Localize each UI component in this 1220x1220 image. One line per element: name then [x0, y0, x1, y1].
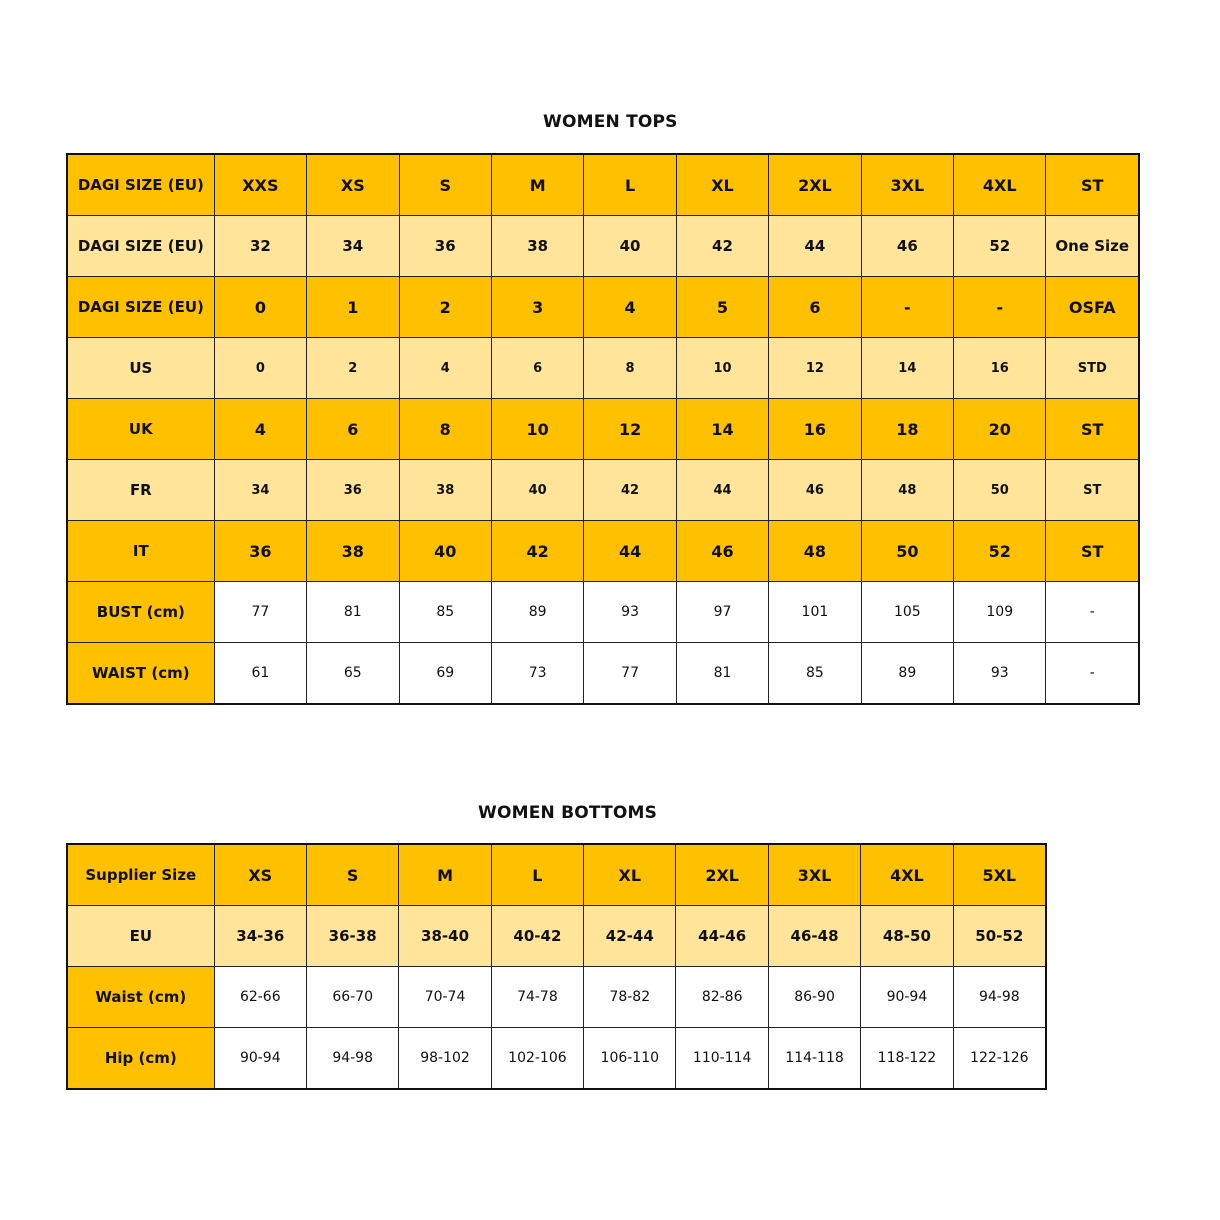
table-cell: 3XL [861, 154, 953, 216]
table-cell: 3 [491, 277, 583, 338]
table-cell: 0 [214, 277, 306, 338]
bottoms-size-table [66, 843, 1047, 1090]
table-cell: 106-110 [584, 1028, 676, 1090]
table-cell: S [306, 844, 398, 906]
table-cell: 50-52 [953, 906, 1046, 967]
table-cell: 89 [861, 643, 953, 705]
table-cell: 34-36 [214, 906, 306, 967]
table-cell: 44-46 [676, 906, 768, 967]
table-cell: 0 [214, 338, 306, 399]
table-cell: 78-82 [584, 967, 676, 1028]
table-cell: 20 [954, 399, 1046, 460]
table-cell: 36-38 [306, 906, 398, 967]
table-cell: 6 [491, 338, 583, 399]
table-cell: 2 [399, 277, 491, 338]
table-cell: 5XL [953, 844, 1046, 906]
table-row [67, 582, 1139, 643]
table-cell: 38 [307, 521, 399, 582]
table-cell: 14 [861, 338, 953, 399]
row-label: Supplier Size [67, 844, 214, 906]
table-cell: XS [214, 844, 306, 906]
table-cell: 38 [491, 216, 583, 277]
table-cell: 38-40 [399, 906, 491, 967]
row-label: EU [67, 906, 214, 967]
table-row [67, 338, 1139, 399]
table-cell: 42 [584, 460, 676, 521]
table-cell: 62-66 [214, 967, 306, 1028]
table-cell: 102-106 [491, 1028, 583, 1090]
table-cell: 46 [769, 460, 861, 521]
table-cell: 36 [307, 460, 399, 521]
table-cell: 4XL [861, 844, 953, 906]
table-cell: 90-94 [214, 1028, 306, 1090]
table-cell: 85 [399, 582, 491, 643]
table-cell: 3XL [768, 844, 860, 906]
table-cell: 4XL [954, 154, 1046, 216]
table-cell: 94-98 [953, 967, 1046, 1028]
table-cell: 81 [307, 582, 399, 643]
tops-size-table [66, 153, 1140, 705]
table-cell: ST [1046, 460, 1139, 521]
table-cell: 46 [861, 216, 953, 277]
table-cell: 4 [214, 399, 306, 460]
table-cell: XL [676, 154, 768, 216]
table-row [67, 967, 1046, 1028]
table-cell: 40-42 [491, 906, 583, 967]
table-cell: M [491, 154, 583, 216]
table-cell: 42-44 [584, 906, 676, 967]
table-cell: 48 [861, 460, 953, 521]
table-cell: 74-78 [491, 967, 583, 1028]
table-cell: 101 [769, 582, 861, 643]
table-cell: 6 [307, 399, 399, 460]
table-cell: 42 [491, 521, 583, 582]
table-cell: 114-118 [768, 1028, 860, 1090]
table-cell: 93 [584, 582, 676, 643]
table-cell: 40 [584, 216, 676, 277]
row-label: WAIST (cm) [67, 643, 214, 705]
row-label: BUST (cm) [67, 582, 214, 643]
table-cell: 44 [676, 460, 768, 521]
table-cell: - [861, 277, 953, 338]
table-cell: 40 [491, 460, 583, 521]
table-cell: 12 [769, 338, 861, 399]
table-cell: 109 [954, 582, 1046, 643]
table-cell: 90-94 [861, 967, 953, 1028]
tops-title: WOMEN TOPS [543, 112, 678, 132]
table-cell: 2XL [676, 844, 768, 906]
table-row [67, 277, 1139, 338]
row-label: UK [67, 399, 214, 460]
table-cell: 2XL [769, 154, 861, 216]
row-label: DAGI SIZE (EU) [67, 216, 214, 277]
table-cell: S [399, 154, 491, 216]
table-cell: 12 [584, 399, 676, 460]
table-cell: 122-126 [953, 1028, 1046, 1090]
row-label: IT [67, 521, 214, 582]
table-cell: ST [1046, 399, 1139, 460]
table-cell: 98-102 [399, 1028, 491, 1090]
table-cell: 94-98 [306, 1028, 398, 1090]
table-cell: 48-50 [861, 906, 953, 967]
table-cell: 82-86 [676, 967, 768, 1028]
table-cell: - [1046, 643, 1139, 705]
table-row [67, 906, 1046, 967]
table-cell: 44 [584, 521, 676, 582]
table-cell: 38 [399, 460, 491, 521]
bottoms-title: WOMEN BOTTOMS [478, 803, 658, 823]
table-cell: 5 [676, 277, 768, 338]
row-label: DAGI SIZE (EU) [67, 154, 214, 216]
table-cell: 44 [769, 216, 861, 277]
table-cell: 66-70 [306, 967, 398, 1028]
table-cell: 89 [491, 582, 583, 643]
table-cell: XXS [214, 154, 306, 216]
table-cell: ST [1046, 154, 1139, 216]
table-cell: 8 [584, 338, 676, 399]
table-cell: 34 [307, 216, 399, 277]
table-cell: 40 [399, 521, 491, 582]
table-cell: L [491, 844, 583, 906]
table-cell: 14 [676, 399, 768, 460]
row-label: FR [67, 460, 214, 521]
table-cell: 46-48 [768, 906, 860, 967]
table-cell: One Size [1046, 216, 1139, 277]
table-cell: M [399, 844, 491, 906]
row-label: DAGI SIZE (EU) [67, 277, 214, 338]
table-cell: 86-90 [768, 967, 860, 1028]
table-cell: 1 [307, 277, 399, 338]
row-label: Waist (cm) [67, 967, 214, 1028]
table-cell: 16 [769, 399, 861, 460]
table-row [67, 399, 1139, 460]
table-cell: 97 [676, 582, 768, 643]
table-cell: - [954, 277, 1046, 338]
table-cell: 32 [214, 216, 306, 277]
table-cell: - [1046, 582, 1139, 643]
table-cell: 48 [769, 521, 861, 582]
table-cell: ST [1046, 521, 1139, 582]
table-row [67, 1028, 1046, 1090]
table-cell: 42 [676, 216, 768, 277]
table-cell: 36 [399, 216, 491, 277]
table-row [67, 643, 1139, 705]
table-cell: 61 [214, 643, 306, 705]
table-cell: STD [1046, 338, 1139, 399]
table-cell: 16 [954, 338, 1046, 399]
table-row [67, 460, 1139, 521]
table-row [67, 216, 1139, 277]
table-cell: 10 [491, 399, 583, 460]
table-cell: 50 [954, 460, 1046, 521]
table-cell: 18 [861, 399, 953, 460]
table-cell: 81 [676, 643, 768, 705]
table-cell: 77 [214, 582, 306, 643]
table-cell: L [584, 154, 676, 216]
table-cell: 65 [307, 643, 399, 705]
table-cell: 110-114 [676, 1028, 768, 1090]
table-cell: 6 [769, 277, 861, 338]
table-row [67, 521, 1139, 582]
row-label: Hip (cm) [67, 1028, 214, 1090]
table-cell: 2 [307, 338, 399, 399]
table-cell: XL [584, 844, 676, 906]
table-cell: 85 [769, 643, 861, 705]
table-cell: 70-74 [399, 967, 491, 1028]
table-cell: 46 [676, 521, 768, 582]
table-cell: 52 [954, 521, 1046, 582]
table-cell: 77 [584, 643, 676, 705]
table-cell: XS [307, 154, 399, 216]
table-cell: 52 [954, 216, 1046, 277]
table-cell: 73 [491, 643, 583, 705]
table-row [67, 154, 1139, 216]
table-cell: 69 [399, 643, 491, 705]
table-cell: 50 [861, 521, 953, 582]
table-cell: OSFA [1046, 277, 1139, 338]
table-cell: 36 [214, 521, 306, 582]
table-cell: 10 [676, 338, 768, 399]
table-cell: 8 [399, 399, 491, 460]
table-cell: 4 [399, 338, 491, 399]
table-cell: 4 [584, 277, 676, 338]
table-cell: 118-122 [861, 1028, 953, 1090]
table-row [67, 844, 1046, 906]
table-cell: 93 [954, 643, 1046, 705]
table-cell: 34 [214, 460, 306, 521]
table-cell: 105 [861, 582, 953, 643]
row-label: US [67, 338, 214, 399]
